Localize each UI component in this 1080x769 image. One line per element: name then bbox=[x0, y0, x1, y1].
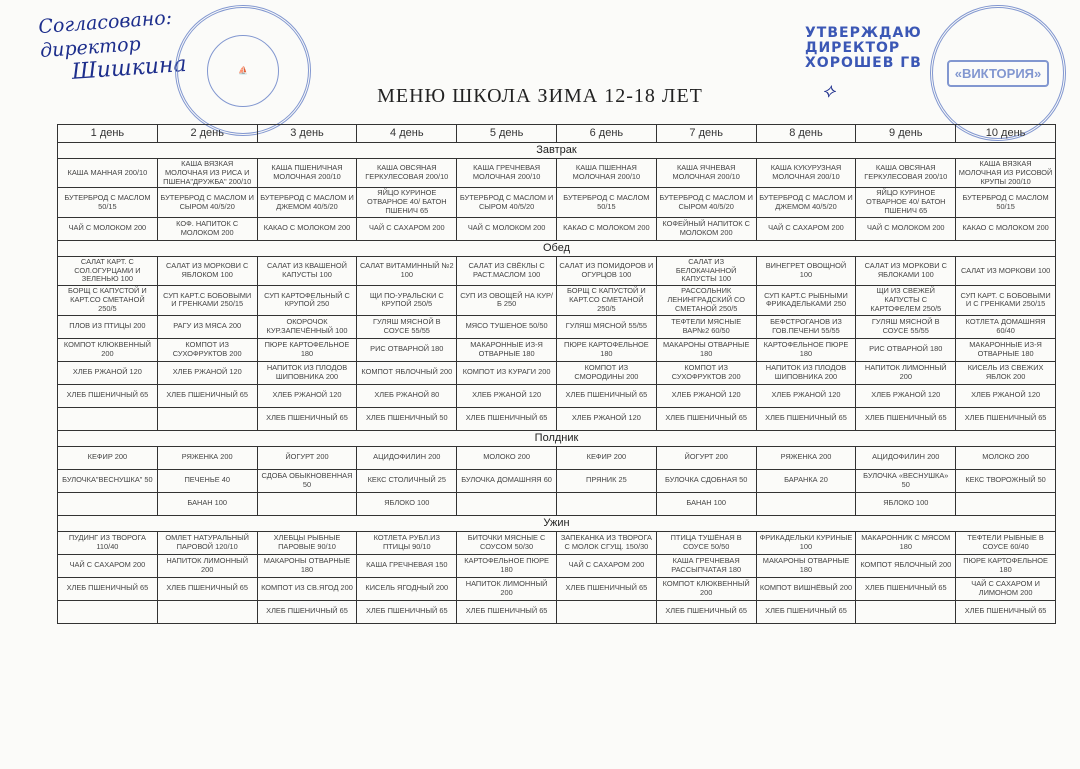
menu-cell: КОМПОТ ИЗ СМОРОДИНЫ 200 bbox=[556, 361, 656, 384]
menu-cell: БАНАН 100 bbox=[656, 492, 756, 515]
menu-cell: КАША ГРЕЧНЕВАЯ МОЛОЧНАЯ 200/10 bbox=[457, 159, 557, 188]
menu-cell: ХЛЕБ РЖАНОЙ 120 bbox=[656, 384, 756, 407]
menu-cell: ПУДИНГ ИЗ ТВОРОГА 110/40 bbox=[58, 531, 158, 554]
menu-cell: ГУЛЯШ МЯСНОЙ В СОУСЕ 55/55 bbox=[856, 315, 956, 338]
menu-cell: ЗАПЕКАНКА ИЗ ТВОРОГА С МОЛОК СГУЩ. 150/30 bbox=[556, 531, 656, 554]
menu-cell: КОМПОТ ИЗ КУРАГИ 200 bbox=[457, 361, 557, 384]
menu-cell: САЛАТ ИЗ МОРКОВИ С ЯБЛОКОМ 100 bbox=[157, 256, 257, 285]
menu-row bbox=[58, 469, 1056, 492]
menu-cell bbox=[58, 492, 158, 515]
menu-cell: НАПИТОК ЛИМОННЫЙ 200 bbox=[457, 577, 557, 600]
menu-row bbox=[58, 217, 1056, 240]
menu-table-body bbox=[58, 125, 1056, 624]
menu-cell: ХЛЕБ ПШЕНИЧНЫЙ 65 bbox=[556, 384, 656, 407]
menu-cell: МАКАРОННЫЕ ИЗ-Я ОТВАРНЫЕ 180 bbox=[956, 338, 1056, 361]
menu-cell: БУТЕРБРОД С МАСЛОМ И ДЖЕМОМ 40/5/20 bbox=[257, 188, 357, 217]
menu-cell: ХЛЕБ ПШЕНИЧНЫЙ 65 bbox=[956, 600, 1056, 623]
stamp-company-name: «ВИКТОРИЯ» bbox=[947, 60, 1050, 87]
menu-cell: КИСЕЛЬ ИЗ СВЕЖИХ ЯБЛОК 200 bbox=[956, 361, 1056, 384]
menu-cell: ОКОРОЧОК КУР.ЗАПЕЧЁННЫЙ 100 bbox=[257, 315, 357, 338]
menu-row bbox=[58, 159, 1056, 188]
menu-cell: КАКАО С МОЛОКОМ 200 bbox=[956, 217, 1056, 240]
menu-cell: РАССОЛЬНИК ЛЕНИНГРАДСКИЙ СО СМЕТАНОЙ 250/5 bbox=[656, 286, 756, 315]
menu-cell: КОМПОТ ЯБЛОЧНЫЙ 200 bbox=[357, 361, 457, 384]
day-header: 8 день bbox=[756, 125, 856, 143]
menu-row bbox=[58, 188, 1056, 217]
menu-cell: КАША КУКУРУЗНАЯ МОЛОЧНАЯ 200/10 bbox=[756, 159, 856, 188]
menu-cell: КОФЕЙНЫЙ НАПИТОК С МОЛОКОМ 200 bbox=[656, 217, 756, 240]
day-header: 3 день bbox=[257, 125, 357, 143]
menu-row bbox=[58, 554, 1056, 577]
menu-cell: ХЛЕБ РЖАНОЙ 80 bbox=[357, 384, 457, 407]
menu-cell: ХЛЕБ РЖАНОЙ 120 bbox=[756, 384, 856, 407]
page-title: МЕНЮ ШКОЛА ЗИМА 12-18 ЛЕТ bbox=[377, 85, 703, 107]
menu-cell: САЛАТ ИЗ КВАШЕНОЙ КАПУСТЫ 100 bbox=[257, 256, 357, 285]
menu-cell: ЙОГУРТ 200 bbox=[656, 446, 756, 469]
menu-cell: ЯБЛОКО 100 bbox=[357, 492, 457, 515]
menu-cell bbox=[58, 600, 158, 623]
menu-cell: БАНАН 100 bbox=[157, 492, 257, 515]
day-header: 5 день bbox=[457, 125, 557, 143]
organization-stamp bbox=[175, 5, 311, 136]
menu-cell: КОТЛЕТА ДОМАШНЯЯ 60/40 bbox=[956, 315, 1056, 338]
menu-cell: КАРТОФЕЛЬНОЕ ПЮРЕ 180 bbox=[756, 338, 856, 361]
menu-cell: МАКАРОНЫ ОТВАРНЫЕ 180 bbox=[257, 554, 357, 577]
menu-cell: БУЛОЧКА ДОМАШНЯЯ 60 bbox=[457, 469, 557, 492]
menu-cell: КАША ПШЕННАЯ МОЛОЧНАЯ 200/10 bbox=[556, 159, 656, 188]
menu-cell: КЕФИР 200 bbox=[556, 446, 656, 469]
menu-cell: ХЛЕБ ПШЕНИЧНЫЙ 65 bbox=[257, 407, 357, 430]
menu-cell: СУП КАРТ.С РЫБНЫМИ ФРИКАДЕЛЬКАМИ 250 bbox=[756, 286, 856, 315]
menu-row bbox=[58, 338, 1056, 361]
menu-cell: ХЛЕБ ПШЕНИЧНЫЙ 65 bbox=[357, 600, 457, 623]
menu-cell: РИС ОТВАРНОЙ 180 bbox=[856, 338, 956, 361]
menu-row bbox=[58, 577, 1056, 600]
menu-cell: ХЛЕБ РЖАНОЙ 120 bbox=[157, 361, 257, 384]
approve-line: ДИРЕКТОР bbox=[805, 40, 901, 56]
menu-cell: АЦИДОФИЛИН 200 bbox=[856, 446, 956, 469]
menu-cell: САЛАТ ВИТАМИННЫЙ №2 100 bbox=[357, 256, 457, 285]
menu-cell: БАРАНКА 20 bbox=[756, 469, 856, 492]
menu-cell: ЯЙЦО КУРИНОЕ ОТВАРНОЕ 40/ БАТОН ПШЕНИЧ 65 bbox=[856, 188, 956, 217]
menu-cell: КАКАО С МОЛОКОМ 200 bbox=[257, 217, 357, 240]
meal-section-title: Завтрак bbox=[58, 143, 1056, 159]
menu-row bbox=[58, 446, 1056, 469]
menu-cell: ХЛЕБ ПШЕНИЧНЫЙ 65 bbox=[756, 600, 856, 623]
menu-cell: ХЛЕБ РЖАНОЙ 120 bbox=[956, 384, 1056, 407]
menu-cell: НАПИТОК ЛИМОННЫЙ 200 bbox=[856, 361, 956, 384]
menu-cell: РИС ОТВАРНОЙ 180 bbox=[357, 338, 457, 361]
menu-cell: ГУЛЯШ МЯСНОЙ В СОУСЕ 55/55 bbox=[357, 315, 457, 338]
menu-cell: КОМПОТ ИЗ СУХОФРУКТОВ 200 bbox=[656, 361, 756, 384]
menu-cell: ЙОГУРТ 200 bbox=[257, 446, 357, 469]
menu-cell: САЛАТ ИЗ БЕЛОКАЧАННОЙ КАПУСТЫ 100 bbox=[656, 256, 756, 285]
menu-cell: КОТЛЕТА РУБЛ.ИЗ ПТИЦЫ 90/10 bbox=[357, 531, 457, 554]
menu-cell: ХЛЕБ ПШЕНИЧНЫЙ 50 bbox=[357, 407, 457, 430]
menu-cell: БУТЕРБРОД С МАСЛОМ И СЫРОМ 40/5/20 bbox=[157, 188, 257, 217]
day-header: 10 день bbox=[956, 125, 1056, 143]
menu-cell: ЧАЙ С САХАРОМ 200 bbox=[357, 217, 457, 240]
menu-cell: ХЛЕБ РЖАНОЙ 120 bbox=[257, 384, 357, 407]
menu-cell: КАША ВЯЗКАЯ МОЛОЧНАЯ ИЗ РИСОВОЙ КРУПЫ 200/10 bbox=[956, 159, 1056, 188]
day-header: 9 день bbox=[856, 125, 956, 143]
menu-cell: ТЕФТЕЛИ МЯСНЫЕ ВАР№2 60/50 bbox=[656, 315, 756, 338]
handwriting-line: Согласовано: bbox=[37, 6, 173, 39]
menu-cell bbox=[856, 600, 956, 623]
menu-cell bbox=[457, 492, 557, 515]
menu-cell: КИСЕЛЬ ЯГОДНЫЙ 200 bbox=[357, 577, 457, 600]
menu-cell: ХЛЕБ ПШЕНИЧНЫЙ 65 bbox=[457, 600, 557, 623]
menu-cell: БУТЕРБРОД С МАСЛОМ 50/15 bbox=[556, 188, 656, 217]
menu-cell: МАКАРОННИК С МЯСОМ 180 bbox=[856, 531, 956, 554]
menu-cell: БУЛОЧКА"ВЕСНУШКА" 50 bbox=[58, 469, 158, 492]
menu-cell: НАПИТОК ИЗ ПЛОДОВ ШИПОВНИКА 200 bbox=[257, 361, 357, 384]
approve-signature: ⟡ bbox=[822, 78, 836, 102]
menu-cell: МОЛОКО 200 bbox=[956, 446, 1056, 469]
day-header: 6 день bbox=[556, 125, 656, 143]
menu-cell: ЧАЙ С САХАРОМ 200 bbox=[556, 554, 656, 577]
approval-block bbox=[805, 26, 922, 71]
menu-cell: КЕФИР 200 bbox=[58, 446, 158, 469]
menu-cell: ХЛЕБ РЖАНОЙ 120 bbox=[856, 384, 956, 407]
menu-cell: БЕФСТРОГАНОВ ИЗ ГОВ.ПЕЧЕНИ 55/55 bbox=[756, 315, 856, 338]
menu-cell bbox=[956, 492, 1056, 515]
menu-row bbox=[58, 492, 1056, 515]
menu-cell: КАША ГРЕЧНЕВАЯ РАССЫПЧАТАЯ 180 bbox=[656, 554, 756, 577]
menu-row bbox=[58, 407, 1056, 430]
menu-cell: МАКАРОНЫ ОТВАРНЫЕ 180 bbox=[756, 554, 856, 577]
menu-cell bbox=[58, 407, 158, 430]
menu-cell: ЧАЙ С МОЛОКОМ 200 bbox=[58, 217, 158, 240]
menu-cell: БУТЕРБРОД С МАСЛОМ 50/15 bbox=[58, 188, 158, 217]
menu-cell: ЧАЙ С САХАРОМ 200 bbox=[756, 217, 856, 240]
menu-cell: КЕКС СТОЛИЧНЫЙ 25 bbox=[357, 469, 457, 492]
menu-cell: ПЮРЕ КАРТОФЕЛЬНОЕ 180 bbox=[956, 554, 1056, 577]
handwriting-line: Шишкина bbox=[70, 51, 188, 85]
menu-cell: МАКАРОННЫЕ ИЗ-Я ОТВАРНЫЕ 180 bbox=[457, 338, 557, 361]
menu-cell: САЛАТ ИЗ МОРКОВИ 100 bbox=[956, 256, 1056, 285]
menu-cell: ХЛЕБ ПШЕНИЧНЫЙ 65 bbox=[856, 577, 956, 600]
meal-section-title: Обед bbox=[58, 240, 1056, 256]
menu-cell: ЩИ ПО-УРАЛЬСКИ С КРУПОЙ 250/5 bbox=[357, 286, 457, 315]
approve-line: УТВЕРЖДАЮ bbox=[805, 25, 922, 41]
menu-cell bbox=[257, 492, 357, 515]
menu-cell: КОМПОТ ИЗ СВ.ЯГОД 200 bbox=[257, 577, 357, 600]
menu-cell: СУП КАРТОФЕЛЬНЫЙ С КРУПОЙ 250 bbox=[257, 286, 357, 315]
menu-cell: СДОБА ОБЫКНОВЕННАЯ 50 bbox=[257, 469, 357, 492]
menu-cell: ПРЯНИК 25 bbox=[556, 469, 656, 492]
menu-cell: МАКАРОНЫ ОТВАРНЫЕ 180 bbox=[656, 338, 756, 361]
meal-section-row bbox=[58, 240, 1056, 256]
menu-cell: БИТОЧКИ МЯСНЫЕ С СОУСОМ 50/30 bbox=[457, 531, 557, 554]
menu-cell: КАРТОФЕЛЬНОЕ ПЮРЕ 180 bbox=[457, 554, 557, 577]
menu-cell: БУЛОЧКА «ВЕСНУШКА» 50 bbox=[856, 469, 956, 492]
menu-cell bbox=[157, 407, 257, 430]
menu-cell: АЦИДОФИЛИН 200 bbox=[357, 446, 457, 469]
menu-cell: ХЛЕБ ПШЕНИЧНЫЙ 65 bbox=[856, 407, 956, 430]
menu-cell: КЕКС ТВОРОЖНЫЙ 50 bbox=[956, 469, 1056, 492]
menu-cell: БОРЩ С КАПУСТОЙ И КАРТ.СО СМЕТАНОЙ 250/5 bbox=[58, 286, 158, 315]
menu-cell: ХЛЕБЦЫ РЫБНЫЕ ПАРОВЫЕ 90/10 bbox=[257, 531, 357, 554]
menu-cell: КАША ЯЧНЕВАЯ МОЛОЧНАЯ 200/10 bbox=[656, 159, 756, 188]
menu-cell: КАША ГРЕЧНЕВАЯ 150 bbox=[357, 554, 457, 577]
menu-cell: САЛАТ ИЗ МОРКОВИ С ЯБЛОКАМИ 100 bbox=[856, 256, 956, 285]
menu-row bbox=[58, 315, 1056, 338]
menu-cell: ВИНЕГРЕТ ОВОЩНОЙ 100 bbox=[756, 256, 856, 285]
menu-cell: ПЮРЕ КАРТОФЕЛЬНОЕ 180 bbox=[556, 338, 656, 361]
meal-section-title: Ужин bbox=[58, 515, 1056, 531]
menu-cell: ХЛЕБ ПШЕНИЧНЫЙ 65 bbox=[257, 600, 357, 623]
menu-cell: ХЛЕБ ПШЕНИЧНЫЙ 65 bbox=[956, 407, 1056, 430]
meal-section-title: Полдник bbox=[58, 430, 1056, 446]
menu-cell: КАКАО С МОЛОКОМ 200 bbox=[556, 217, 656, 240]
menu-cell: САЛАТ КАРТ. С СОЛ.ОГУРЦАМИ И ЗЕЛЕНЬЮ 100 bbox=[58, 256, 158, 285]
menu-row bbox=[58, 531, 1056, 554]
stamp-ship-icon: ⛵ bbox=[207, 35, 279, 107]
menu-cell: ЧАЙ С САХАРОМ И ЛИМОНОМ 200 bbox=[956, 577, 1056, 600]
menu-cell: ХЛЕБ ПШЕНИЧНЫЙ 65 bbox=[756, 407, 856, 430]
menu-cell: ХЛЕБ ПШЕНИЧНЫЙ 65 bbox=[58, 577, 158, 600]
menu-cell: КАША ПШЕНИЧНАЯ МОЛОЧНАЯ 200/10 bbox=[257, 159, 357, 188]
menu-cell: ЧАЙ С САХАРОМ 200 bbox=[58, 554, 158, 577]
menu-cell bbox=[756, 492, 856, 515]
menu-cell: СУП КАРТ. С БОБОВЫМИ И С ГРЕНКАМИ 250/15 bbox=[956, 286, 1056, 315]
menu-cell: ФРИКАДЕЛЬКИ КУРИНЫЕ 100 bbox=[756, 531, 856, 554]
menu-cell: ХЛЕБ РЖАНОЙ 120 bbox=[457, 384, 557, 407]
menu-cell: ГУЛЯШ МЯСНОЙ 55/55 bbox=[556, 315, 656, 338]
menu-cell: НАПИТОК ЛИМОННЫЙ 200 bbox=[157, 554, 257, 577]
menu-cell: КАША ОВСЯНАЯ ГЕРКУЛЕСОВАЯ 200/10 bbox=[357, 159, 457, 188]
menu-cell: ЯБЛОКО 100 bbox=[856, 492, 956, 515]
menu-cell: ЧАЙ С МОЛОКОМ 200 bbox=[856, 217, 956, 240]
menu-cell: ХЛЕБ ПШЕНИЧНЫЙ 65 bbox=[157, 577, 257, 600]
menu-cell bbox=[157, 600, 257, 623]
day-header: 2 день bbox=[157, 125, 257, 143]
handwriting-line: директор bbox=[39, 33, 142, 63]
menu-cell: БУТЕРБРОД С МАСЛОМ И СЫРОМ 40/5/20 bbox=[457, 188, 557, 217]
meal-section-row bbox=[58, 515, 1056, 531]
menu-cell: КОФ. НАПИТОК С МОЛОКОМ 200 bbox=[157, 217, 257, 240]
menu-cell: РАГУ ИЗ МЯСА 200 bbox=[157, 315, 257, 338]
menu-cell: ОМЛЕТ НАТУРАЛЬНЫЙ ПАРОВОЙ 120/10 bbox=[157, 531, 257, 554]
menu-cell: ПЮРЕ КАРТОФЕЛЬНОЕ 180 bbox=[257, 338, 357, 361]
menu-cell: РЯЖЕНКА 200 bbox=[756, 446, 856, 469]
menu-cell: НАПИТОК ИЗ ПЛОДОВ ШИПОВНИКА 200 bbox=[756, 361, 856, 384]
menu-cell: РЯЖЕНКА 200 bbox=[157, 446, 257, 469]
menu-cell: ТЕФТЕЛИ РЫБНЫЕ В СОУСЕ 60/40 bbox=[956, 531, 1056, 554]
menu-cell: ПЛОВ ИЗ ПТИЦЫ 200 bbox=[58, 315, 158, 338]
menu-cell: ХЛЕБ РЖАНОЙ 120 bbox=[58, 361, 158, 384]
menu-cell: ХЛЕБ ПШЕНИЧНЫЙ 65 bbox=[58, 384, 158, 407]
menu-cell: ХЛЕБ ПШЕНИЧНЫЙ 65 bbox=[656, 600, 756, 623]
menu-cell: КАША МАННАЯ 200/10 bbox=[58, 159, 158, 188]
menu-cell: СУП ИЗ ОВОЩЕЙ НА КУР/Б 250 bbox=[457, 286, 557, 315]
menu-cell: БУТЕРБРОД С МАСЛОМ И СЫРОМ 40/5/20 bbox=[656, 188, 756, 217]
menu-cell: ХЛЕБ ПШЕНИЧНЫЙ 65 bbox=[656, 407, 756, 430]
menu-cell: ХЛЕБ РЖАНОЙ 120 bbox=[556, 407, 656, 430]
menu-cell: САЛАТ ИЗ ПОМИДОРОВ И ОГУРЦОВ 100 bbox=[556, 256, 656, 285]
menu-row bbox=[58, 286, 1056, 315]
approval-handwriting bbox=[38, 5, 188, 87]
menu-cell bbox=[556, 600, 656, 623]
menu-cell: КОМПОТ КЛЮКВЕННЫЙ 200 bbox=[656, 577, 756, 600]
menu-cell: КОМПОТ ЯБЛОЧНЫЙ 200 bbox=[856, 554, 956, 577]
menu-cell: КОМПОТ ИЗ СУХОФРУКТОВ 200 bbox=[157, 338, 257, 361]
menu-cell: ЧАЙ С МОЛОКОМ 200 bbox=[457, 217, 557, 240]
menu-cell: ЩИ ИЗ СВЕЖЕЙ КАПУСТЫ С КАРТОФЕЛЕМ 250/5 bbox=[856, 286, 956, 315]
menu-cell: КАША ОВСЯНАЯ ГЕРКУЛЕСОВАЯ 200/10 bbox=[856, 159, 956, 188]
menu-cell: СУП КАРТ.С БОБОВЫМИ И ГРЕНКАМИ 250/15 bbox=[157, 286, 257, 315]
day-header: 4 день bbox=[357, 125, 457, 143]
menu-table bbox=[57, 124, 1056, 624]
menu-row bbox=[58, 361, 1056, 384]
meal-section-row bbox=[58, 143, 1056, 159]
menu-cell: ПТИЦА ТУШЁНАЯ В СОУСЕ 50/50 bbox=[656, 531, 756, 554]
menu-cell: САЛАТ ИЗ СВЁКЛЫ С РАСТ.МАСЛОМ 100 bbox=[457, 256, 557, 285]
menu-cell: МОЛОКО 200 bbox=[457, 446, 557, 469]
menu-cell: КАША ВЯЗКАЯ МОЛОЧНАЯ ИЗ РИСА И ПШЕНА"ДРУЖБА" 200/10 bbox=[157, 159, 257, 188]
menu-cell: ХЛЕБ ПШЕНИЧНЫЙ 65 bbox=[556, 577, 656, 600]
menu-cell: ХЛЕБ ПШЕНИЧНЫЙ 65 bbox=[457, 407, 557, 430]
menu-cell: КОМПОТ ВИШНЁВЫЙ 200 bbox=[756, 577, 856, 600]
menu-row bbox=[58, 384, 1056, 407]
menu-cell: ПЕЧЕНЬЕ 40 bbox=[157, 469, 257, 492]
menu-cell: ЯЙЦО КУРИНОЕ ОТВАРНОЕ 40/ БАТОН ПШЕНИЧ 65 bbox=[357, 188, 457, 217]
menu-cell: БУТЕРБРОД С МАСЛОМ И ДЖЕМОМ 40/5/20 bbox=[756, 188, 856, 217]
day-header: 1 день bbox=[58, 125, 158, 143]
day-header: 7 день bbox=[656, 125, 756, 143]
menu-row bbox=[58, 256, 1056, 285]
menu-cell bbox=[556, 492, 656, 515]
menu-cell: БУТЕРБРОД С МАСЛОМ 50/15 bbox=[956, 188, 1056, 217]
meal-section-row bbox=[58, 430, 1056, 446]
menu-cell: КОМПОТ КЛЮКВЕННЫЙ 200 bbox=[58, 338, 158, 361]
menu-cell: ХЛЕБ ПШЕНИЧНЫЙ 65 bbox=[157, 384, 257, 407]
menu-cell: БУЛОЧКА СДОБНАЯ 50 bbox=[656, 469, 756, 492]
day-header-row bbox=[58, 125, 1056, 143]
company-stamp bbox=[930, 5, 1066, 141]
menu-cell: МЯСО ТУШЕНОЕ 50/50 bbox=[457, 315, 557, 338]
menu-cell: БОРЩ С КАПУСТОЙ И КАРТ.СО СМЕТАНОЙ 250/5 bbox=[556, 286, 656, 315]
approve-line: ХОРОШЕВ ГВ bbox=[805, 55, 922, 71]
menu-row bbox=[58, 600, 1056, 623]
